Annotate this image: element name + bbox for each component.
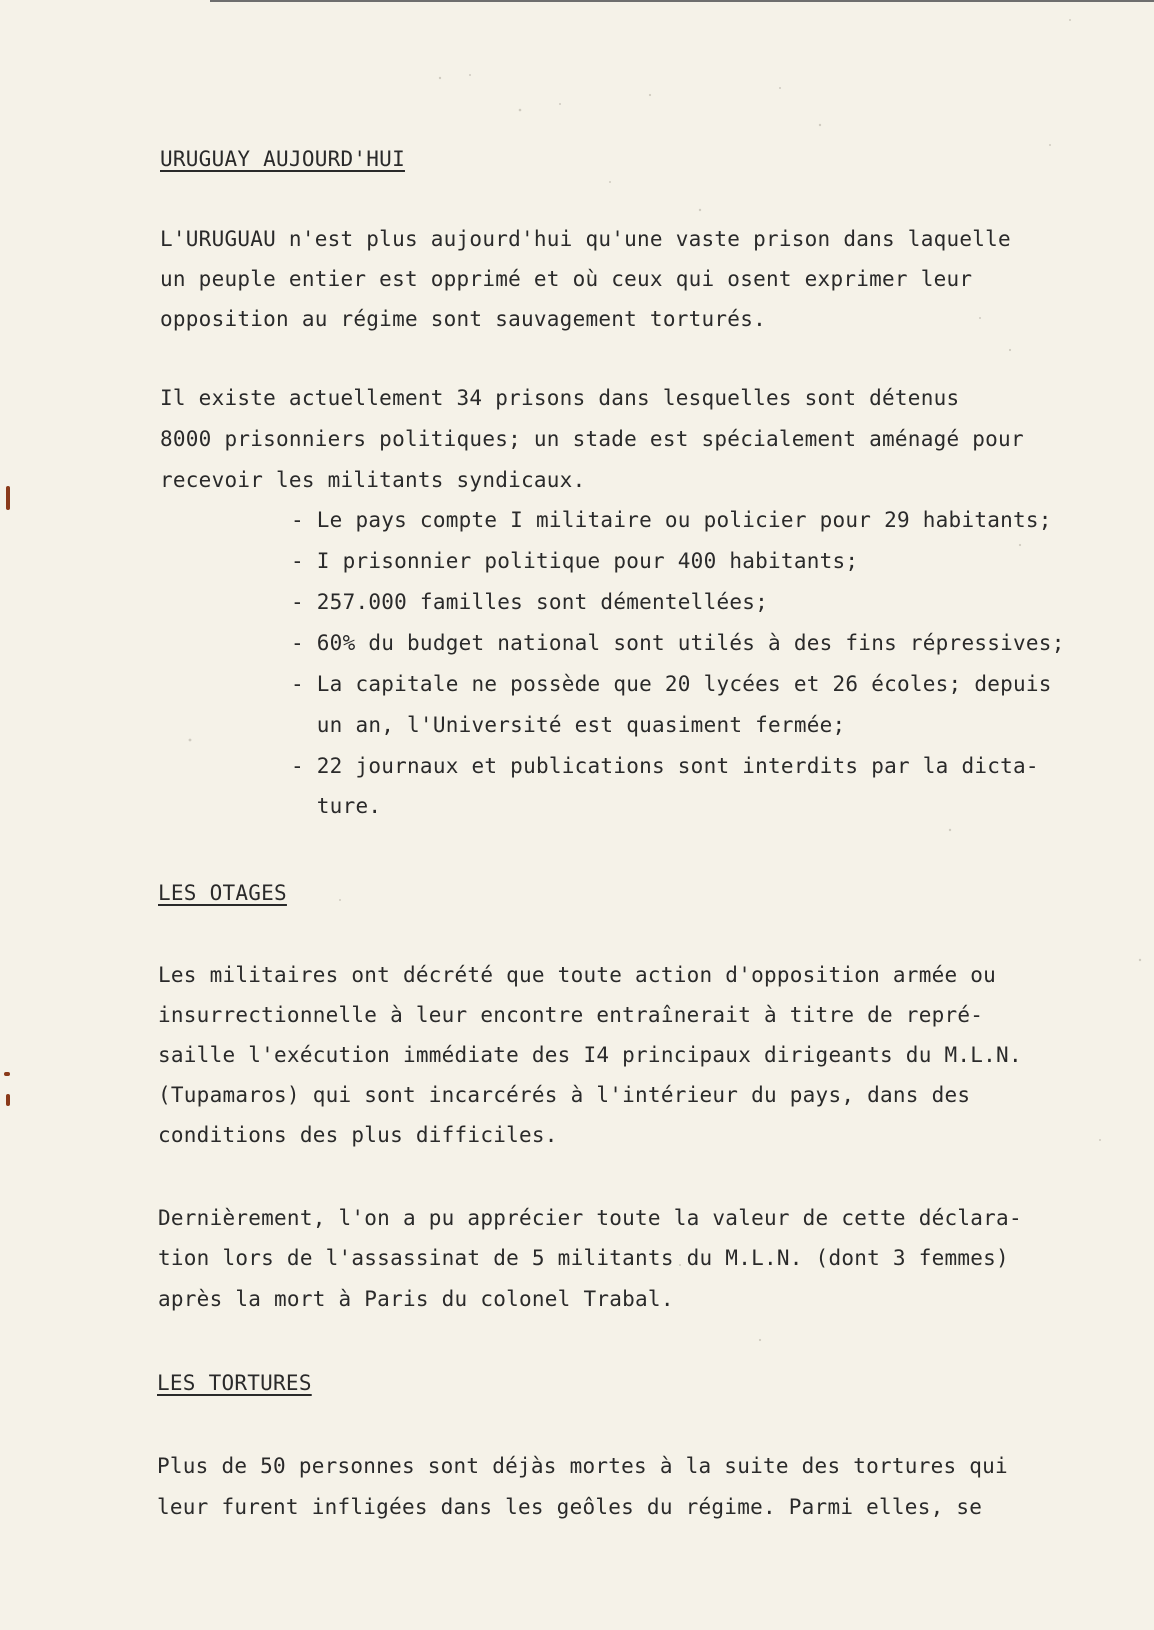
section-heading-uruguay: URUGUAY AUJOURD'HUI xyxy=(160,147,405,171)
list-item-continuation: un an, l'Université est quasiment fermée; xyxy=(291,713,846,737)
text-line: Il existe actuellement 34 prisons dans lesquelles sont détenus xyxy=(160,386,960,410)
list-item: - 60% du budget national sont utilés à des fins répressives; xyxy=(291,631,1065,655)
text-line: un peuple entier est opprimé et où ceux qui osent exprimer leur xyxy=(160,267,973,291)
text-line: saille l'exécution immédiate des I4 principaux dirigeants du M.L.N. xyxy=(158,1043,1022,1067)
text-line: opposition au régime sont sauvagement torturés. xyxy=(160,307,766,331)
text-line: insurrectionnelle à leur encontre entraînerait à titre de repré- xyxy=(158,1003,984,1027)
text-line: 8000 prisonniers politiques; un stade est spécialement aménagé pour xyxy=(160,427,1024,451)
text-line: après la mort à Paris du colonel Trabal. xyxy=(158,1287,674,1311)
text-line: Dernièrement, l'on a pu apprécier toute la valeur de cette déclara- xyxy=(158,1206,1022,1230)
section-heading-tortures: LES TORTURES xyxy=(157,1371,312,1395)
list-item: - 257.000 familles sont démentellées; xyxy=(291,590,769,614)
list-item: - La capitale ne possède que 20 lycées et 26 écoles; depuis xyxy=(291,672,1052,696)
text-line: L'URUGUAU n'est plus aujourd'hui qu'une vaste prison dans laquelle xyxy=(160,227,1011,251)
text-line: tion lors de l'assassinat de 5 militants du M.L.N. (dont 3 femmes) xyxy=(158,1246,1009,1270)
list-item: - I prisonnier politique pour 400 habitants; xyxy=(291,549,859,573)
text-line: (Tupamaros) qui sont incarcérés à l'intérieur du pays, dans des xyxy=(158,1083,971,1107)
list-item: - 22 journaux et publications sont interdits par la dicta- xyxy=(291,754,1039,778)
text-line: leur furent infligées dans les geôles du régime. Parmi elles, se xyxy=(157,1495,983,1519)
section-heading-otages: LES OTAGES xyxy=(158,881,287,905)
text-line: Les militaires ont décrété que toute action d'opposition armée ou xyxy=(158,963,997,987)
list-item: - Le pays compte I militaire ou policier pour 29 habitants; xyxy=(291,508,1052,532)
text-line: recevoir les militants syndicaux. xyxy=(160,468,586,492)
text-line: conditions des plus difficiles. xyxy=(158,1123,558,1147)
list-item-continuation: ture. xyxy=(291,794,382,818)
text-line: Plus de 50 personnes sont déjàs mortes à la suite des tortures qui xyxy=(157,1454,1008,1478)
